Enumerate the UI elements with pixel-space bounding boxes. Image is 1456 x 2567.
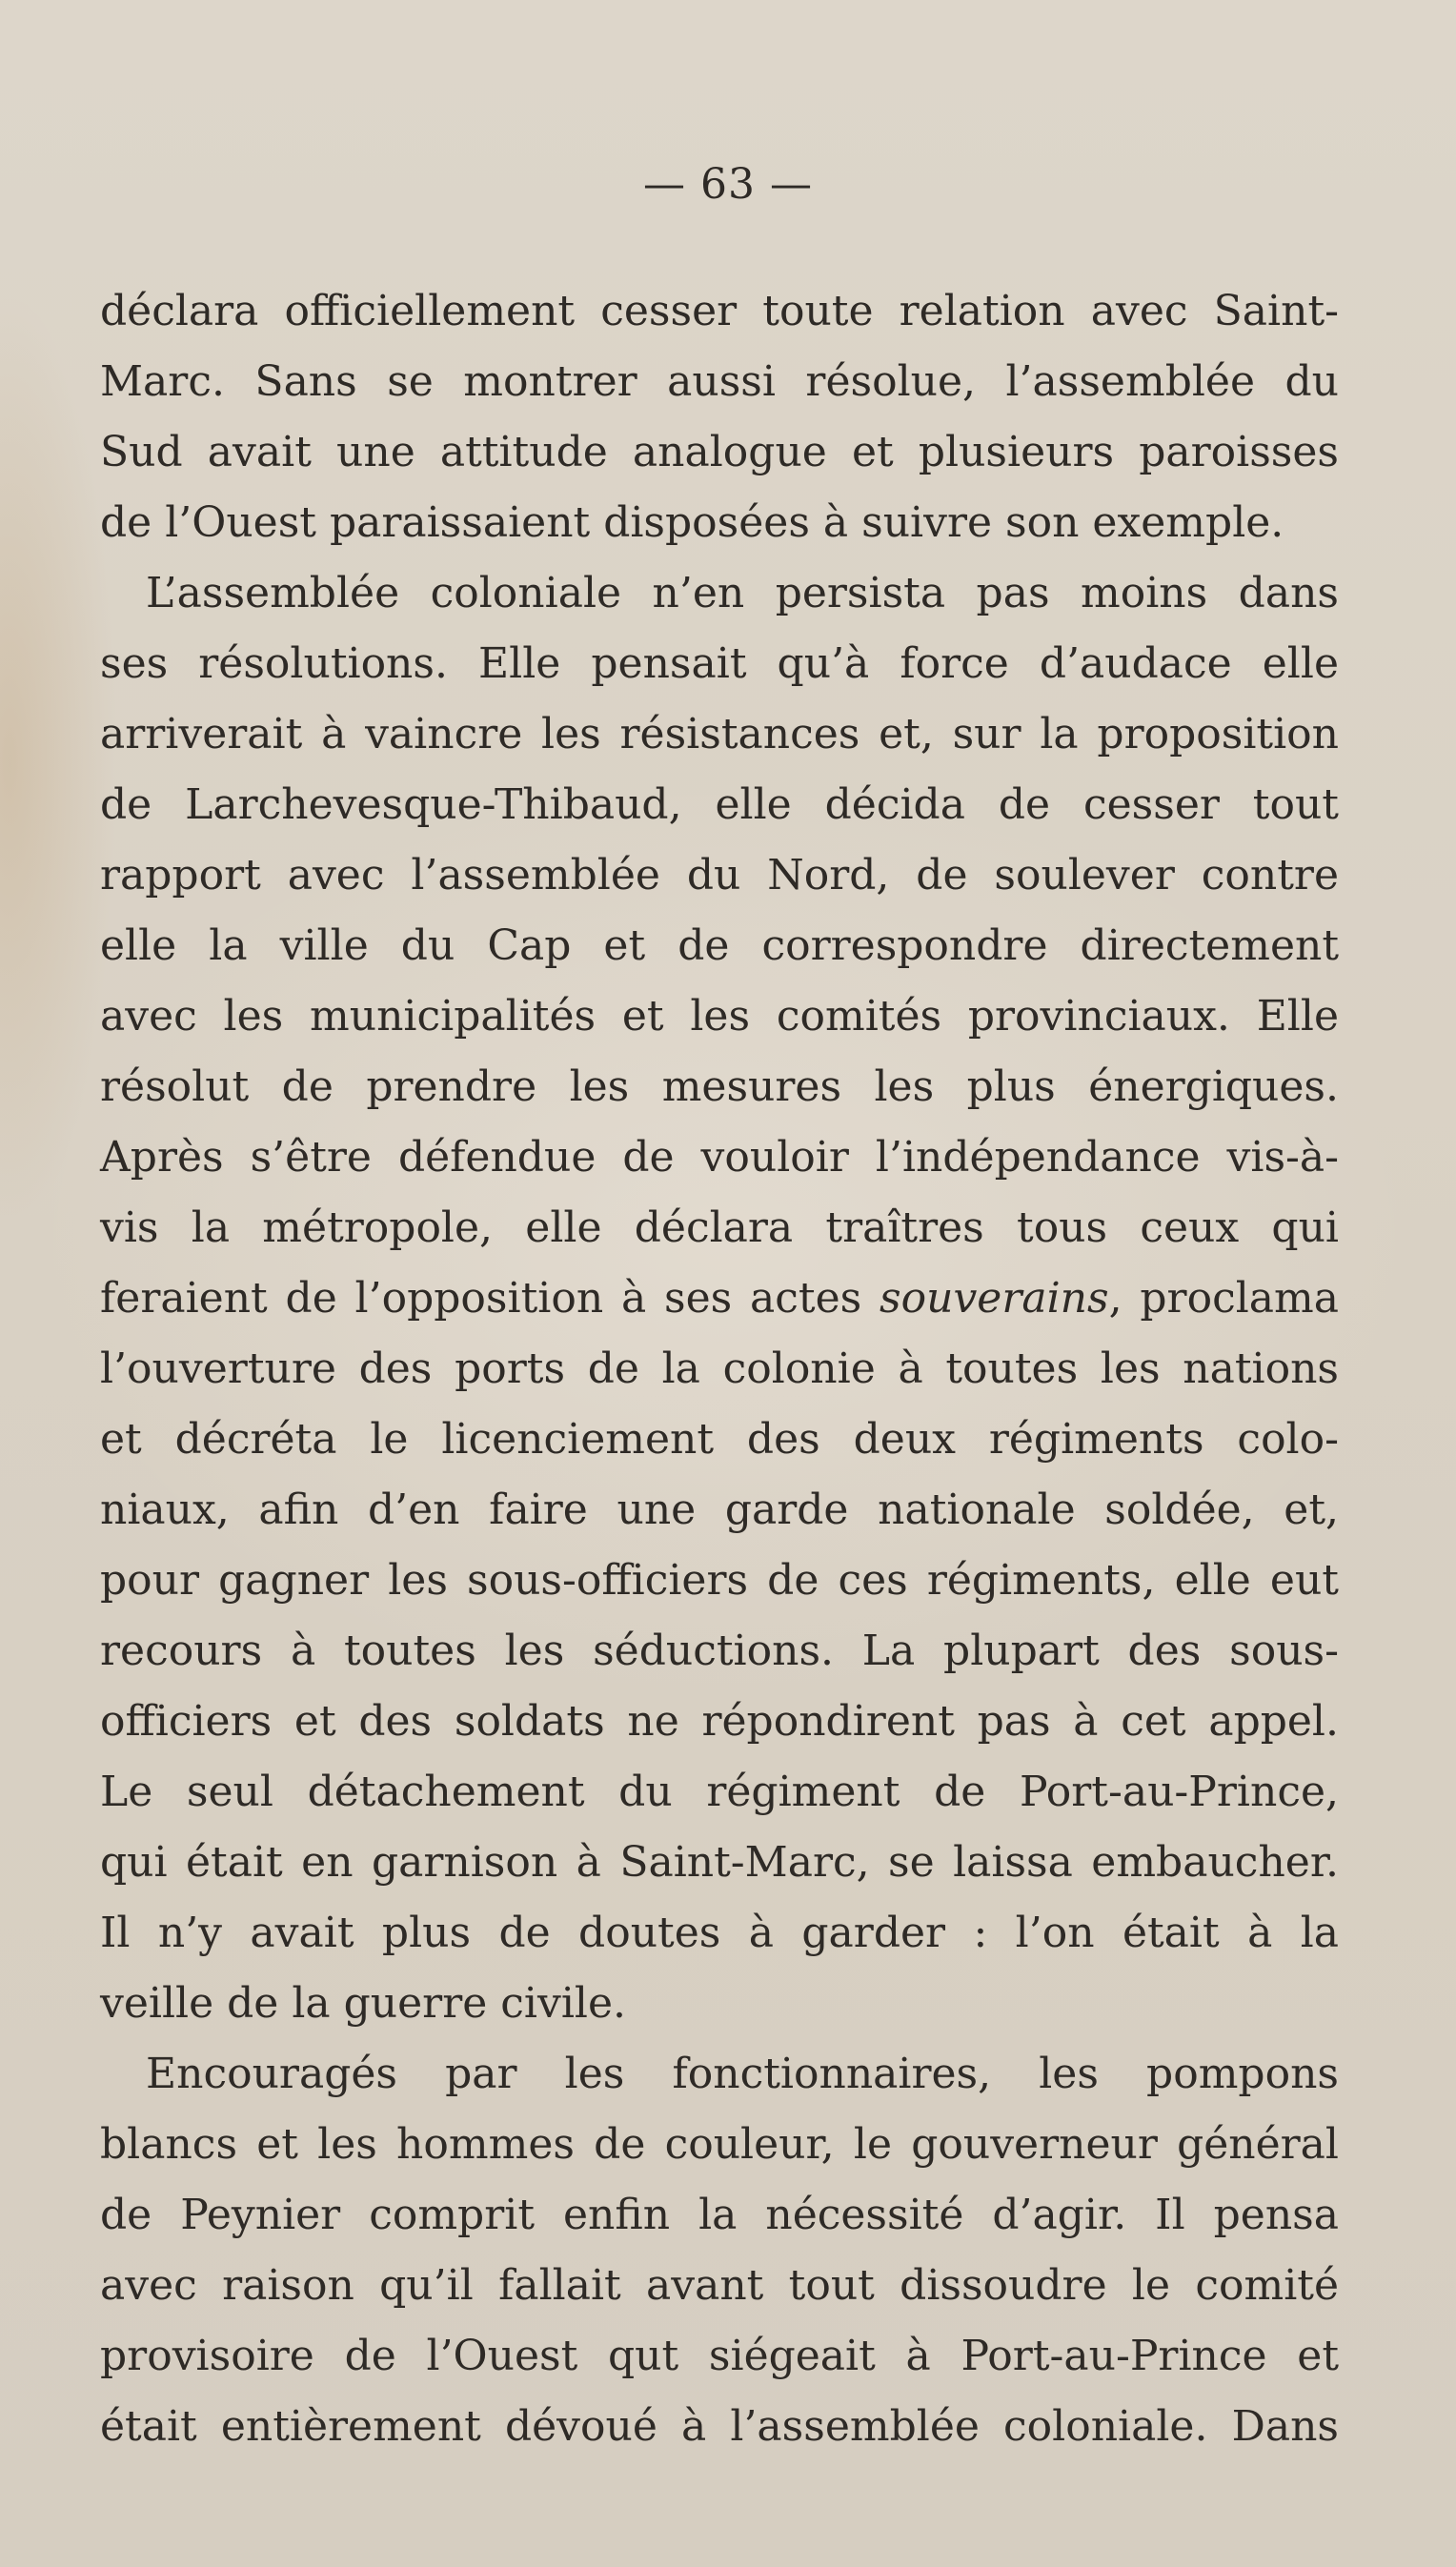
- text-line: et décréta le licenciement des deux régiments colo-: [100, 1415, 1339, 1464]
- text-line: provisoire de l’Ouest qut siégeait à Port-au-Prince et: [100, 2332, 1339, 2380]
- text-line: Le seul détachement du régiment de Port-au-Prince,: [100, 1768, 1339, 1816]
- text-line: l’ouverture des ports de la colonie à toutes les nations: [100, 1344, 1339, 1393]
- body-text: [100, 276, 1339, 2462]
- text-line: résolut de prendre les mesures les plus énergiques.: [100, 1062, 1339, 1111]
- text-line: Sud avait une attitude analogue et plusieurs paroisses: [100, 428, 1339, 476]
- text-line: de Larchevesque-Thibaud, elle décida de cesser tout: [100, 780, 1339, 829]
- text-line: avec raison qu’il fallait avant tout dissoudre le comité: [100, 2261, 1339, 2310]
- text-line: arriverait à vaincre les résistances et, sur la proposition: [100, 710, 1339, 758]
- text-line: Marc. Sans se montrer aussi résolue, l’assemblée du: [100, 357, 1339, 406]
- text-line: officiers et des soldats ne répondirent pas à cet appel.: [100, 1697, 1339, 1746]
- text-segment: , proclama: [1108, 1274, 1339, 1323]
- text-line: de l’Ouest paraissaient disposées à suivre son exemple.: [100, 498, 1284, 547]
- text-line: niaux, afin d’en faire une garde nationale soldée, et,: [100, 1486, 1339, 1534]
- text-line: rapport avec l’assemblée du Nord, de soulever contre: [100, 851, 1339, 899]
- paragraph-start-line: L’assemblée coloniale n’en persista pas moins dans: [146, 569, 1339, 617]
- paragraph-start-line: Encouragés par les fonctionnaires, les pompons: [146, 2050, 1339, 2098]
- text-line: vis la métropole, elle déclara traîtres tous ceux qui: [100, 1203, 1339, 1252]
- italic-word: souverains: [880, 1274, 1109, 1323]
- text-line: qui était en garnison à Saint-Marc, se laissa embaucher.: [100, 1838, 1339, 1887]
- text-line: ses résolutions. Elle pensait qu’à force d’audace elle: [100, 639, 1339, 688]
- text-line: elle la ville du Cap et de correspondre directement: [100, 921, 1339, 970]
- text-line: Il n’y avait plus de doutes à garder : l’on était à la: [100, 1909, 1339, 1957]
- text-line: [100, 1263, 1339, 1334]
- text-line: blancs et les hommes de couleur, le gouverneur général: [100, 2120, 1339, 2169]
- text-line: veille de la guerre civile.: [100, 1979, 626, 2028]
- page-number: — 63 —: [643, 160, 813, 209]
- text-line: était entièrement dévoué à l’assemblée coloniale. Dans: [100, 2402, 1339, 2451]
- text-segment: feraient de l’opposition à ses actes: [100, 1274, 880, 1323]
- text-line: déclara officiellement cesser toute relation avec Saint-: [100, 287, 1339, 335]
- text-line: recours à toutes les séductions. La plupart des sous-: [100, 1627, 1339, 1675]
- text-line: pour gagner les sous-officiers de ces régiments, elle eut: [100, 1556, 1339, 1605]
- text-line: Après s’être défendue de vouloir l’indépendance vis-à-: [100, 1133, 1339, 1182]
- text-line: avec les municipalités et les comités provinciaux. Elle: [100, 992, 1339, 1041]
- text-line: de Peynier comprit enfin la nécessité d’agir. Il pensa: [100, 2191, 1339, 2239]
